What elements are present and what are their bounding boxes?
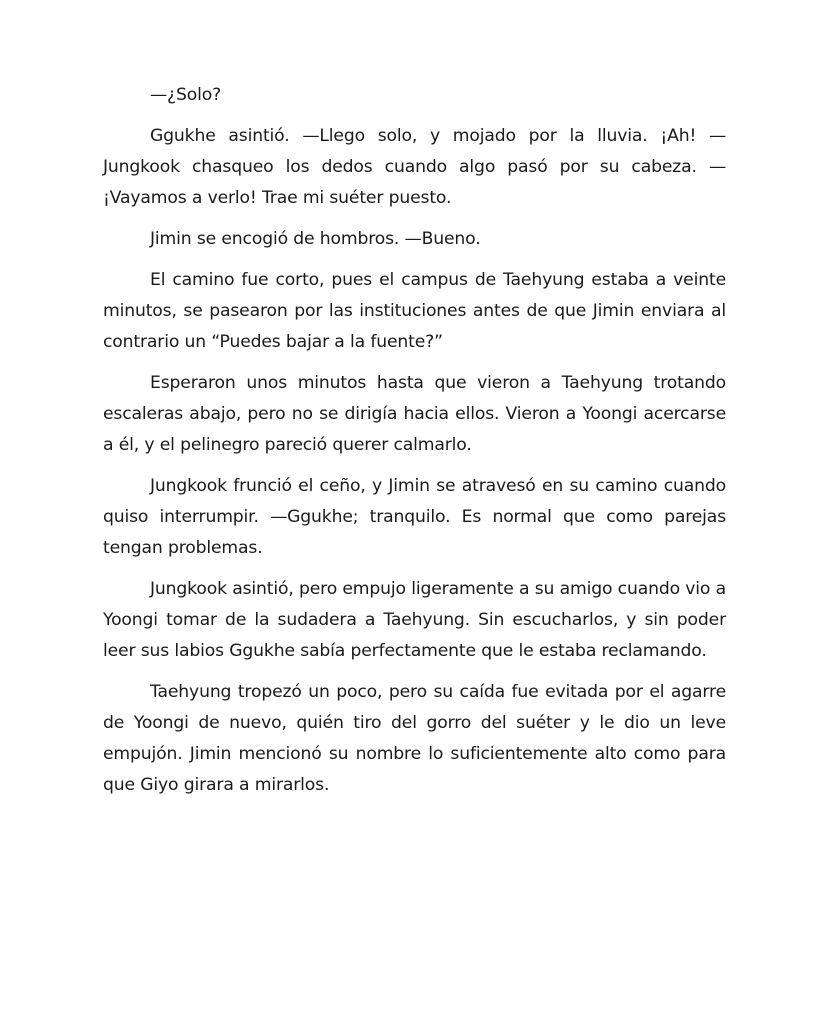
- paragraph: Taehyung tropezó un poco, pero su caída fue evitada por el agarre de Yoongi de nuevo, quién tiro del gorro del suéter y le dio un leve empujón. Jimin mencionó su nombre lo suficientemente alto como para que Giyo girara a mirarlos.: [103, 682, 726, 795]
- paragraph: Ggukhe asintió. —Llego solo, y mojado por la lluvia. ¡Ah! —Jungkook chasqueo los dedos cuando algo pasó por su cabeza. —¡Vayamos a verlo! Trae mi suéter puesto.: [103, 126, 726, 208]
- paragraph: —¿Solo?: [150, 85, 222, 105]
- document-page: [103, 80, 726, 811]
- paragraph: Jimin se encogió de hombros. —Bueno.: [150, 229, 481, 249]
- paragraph: Jungkook asintió, pero empujo ligeramente a su amigo cuando vio a Yoongi tomar de la sudadera a Taehyung. Sin escucharlos, y sin poder leer sus labios Ggukhe sabía perfectamente que le estaba reclamando.: [103, 579, 726, 661]
- paragraph: Esperaron unos minutos hasta que vieron a Taehyung trotando escaleras abajo, pero no se dirigía hacia ellos. Vieron a Yoongi acercarse a él, y el pelinegro pareció querer calmarlo.: [103, 373, 726, 455]
- paragraph: El camino fue corto, pues el campus de Taehyung estaba a veinte minutos, se pasearon por las instituciones antes de que Jimin enviara al contrario un “Puedes bajar a la fuente?”: [103, 270, 726, 352]
- paragraph: Jungkook frunció el ceño, y Jimin se atravesó en su camino cuando quiso interrumpir. —Ggukhe; tranquilo. Es normal que como parejas tengan problemas.: [103, 476, 726, 558]
